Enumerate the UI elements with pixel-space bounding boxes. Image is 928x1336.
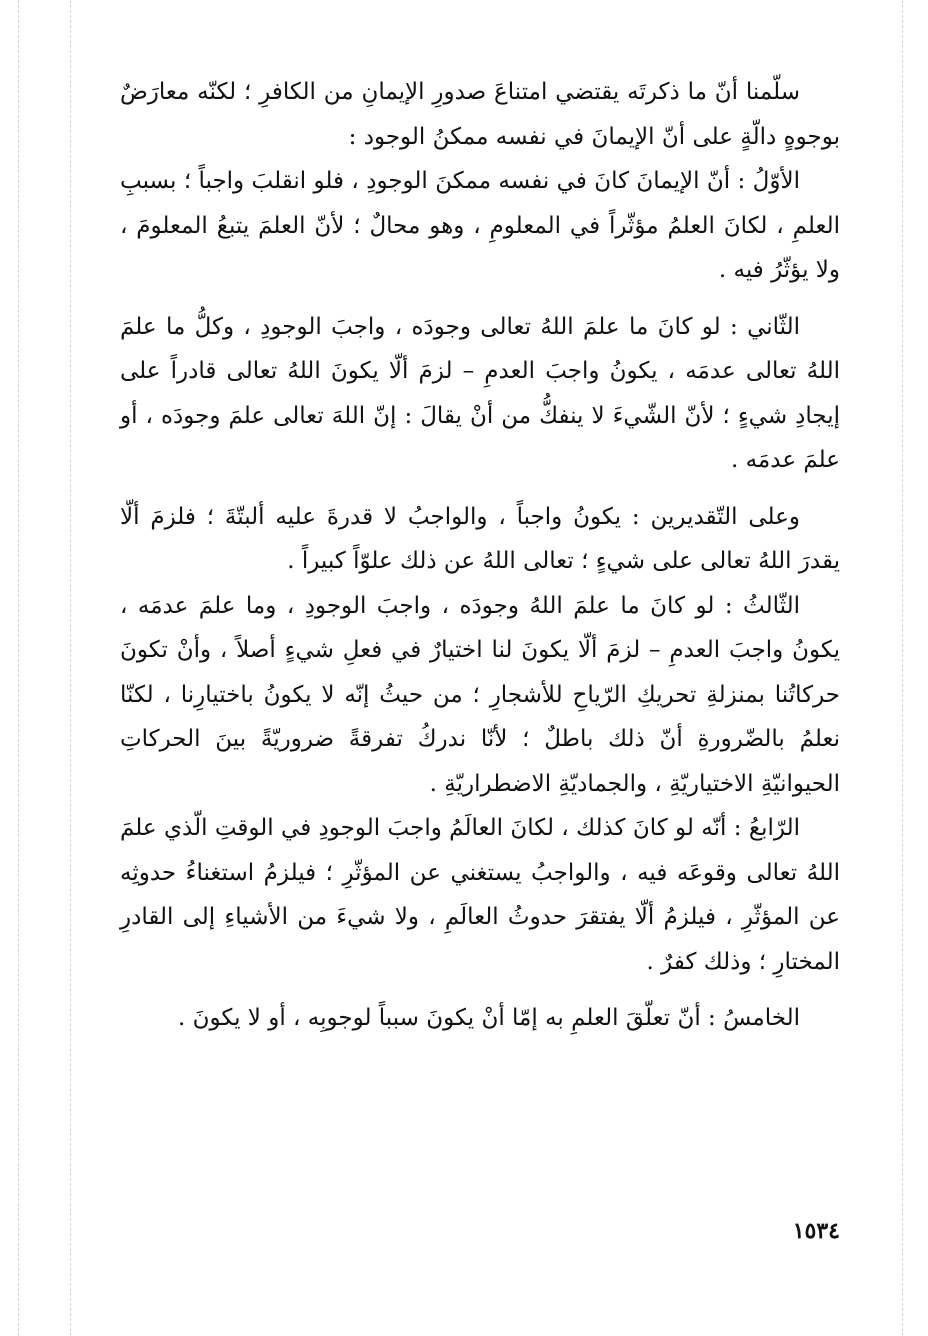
paragraph-third: الثّالثُ : لو كانَ ما علمَ اللهُ وجودَه ، واجبَ الوجودِ ، وما علمَ عدمَه ، يكونُ واجبَ العدمِ – لزمَ ألّا يكونَ لنا اختيارٌ في فعلِ شيءٍ أصلاً ، وأنْ تكونَ حركاتُنا بمنزلةِ تحريكِ الرّياحِ للأشجارِ ؛ من حيثُ إنّه لا يكونُ باختيارِنا ، لكنّا نعلمُ بالضّرورةِ أنّ ذلك باطلٌ ؛ لأنّا ندركُ تفرقةً ضروريّةً بينَ الحركاتِ الحيوانيّةِ الاختياريّةِ ، والجماديّةِ الاضطراريّةِ . [120,592,840,797]
paragraph-intro: سلّمنا أنّ ما ذكرتَه يقتضي امتناعَ صدورِ الإيمانِ من الكافرِ ؛ لكنّه معارَضٌ بوجوهٍ دالّةٍ على أنّ الإيمانَ في نفسه ممكنُ الوجود : [120,79,840,150]
page-number: ١٥٣٤ [792,1218,840,1244]
paragraph-both-cases: وعلى التّقديرين : يكونُ واجباً ، والواجبُ لا قدرةَ عليه ألبتّةَ ؛ فلزمَ ألّا يقدرَ اللهُ تعالى على شيءٍ ؛ تعالى اللهُ عن ذلك علوّاً كبيراً . [120,503,840,574]
margin-guide-left [18,0,19,1336]
paragraph-fifth: الخامسُ : أنّ تعلّقَ العلمِ به إمّا أنْ يكونَ سبباً لوجوبِه ، أو لا يكونَ . [177,1005,800,1031]
margin-guide-right [902,0,903,1336]
paragraph-fourth: الرّابعُ : أنّه لو كانَ كذلك ، لكانَ العالَمُ واجبَ الوجودِ في الوقتِ الّذي علمَ اللهُ تعالى وقوعَه فيه ، والواجبُ يستغني عن المؤثّرِ ؛ فيلزمُ استغناءُ حدوثِه عن المؤثّرِ ، فيلزمُ ألّا يفتقرَ حدوثُ العالَمِ ، ولا شيءَ من الأشياءِ إلى القادرِ المختارِ ؛ وذلك كفرٌ . [120,815,840,975]
document-body [120,70,840,1041]
paragraph-second: الثّاني : لو كانَ ما علمَ اللهُ تعالى وجودَه ، واجبَ الوجودِ ، وكلُّ ما علمَ اللهُ تعالى عدمَه ، يكونُ واجبَ العدمِ – لزمَ ألّا يكونَ اللهُ تعالى قادراً على إيجادِ شيءٍ ؛ لأنّ الشّيءَ لا ينفكُّ من أنْ يقالَ : إنّ اللهَ تعالى علمَ وجودَه ، أو علمَ عدمَه . [120,313,840,473]
margin-guide-inner [70,0,71,1336]
paragraph-first: الأوّلُ : أنّ الإيمانَ كانَ في نفسه ممكنَ الوجودِ ، فلو انقلبَ واجباً ؛ بسببِ العلمِ ، لكانَ العلمُ مؤثّراً في المعلومِ ، وهو محالٌ ؛ لأنّ العلمَ يتبعُ المعلومَ ، ولا يؤثّرُ فيه . [120,168,840,283]
